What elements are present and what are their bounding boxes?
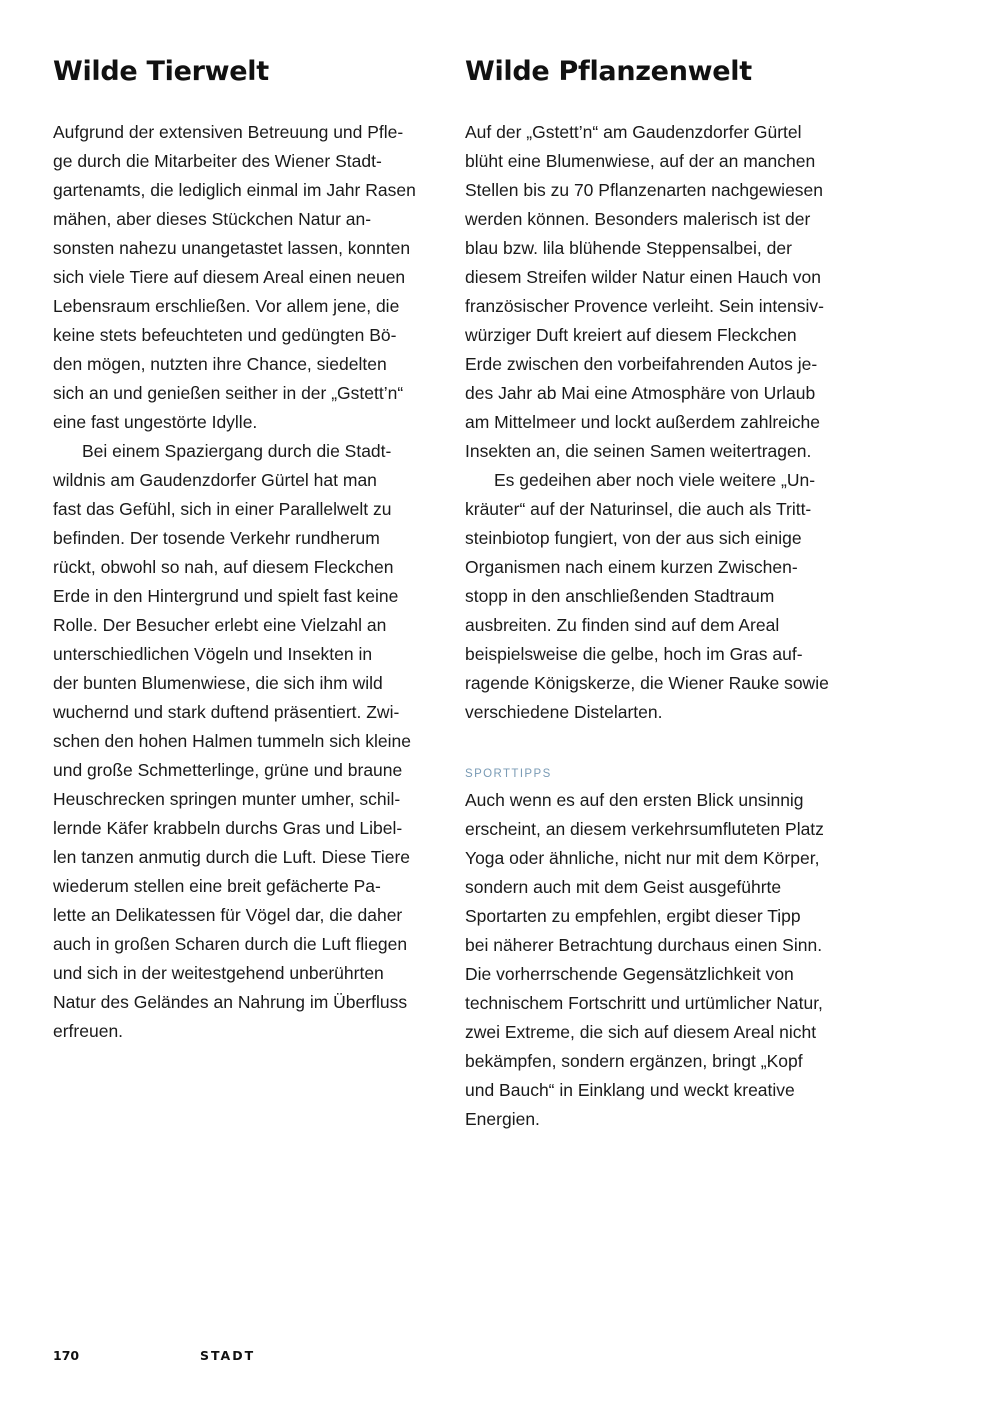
text-line: Die vorherrschende Gegensätzlichkeit von [465,964,794,984]
text-line: Lebensraum erschließen. Vor allem jene, die [53,296,400,316]
section-heading-tierwelt: Wilde Tierwelt [53,56,269,87]
article-body-pflanzenwelt [465,118,857,727]
text-line: mähen, aber dieses Stückchen Natur an- [53,209,372,229]
text-line: unterschiedlichen Vögeln und Insekten in [53,644,373,664]
text-line: blau bzw. lila blühende Steppensalbei, der [465,238,792,258]
text-line: französischer Provence verleiht. Sein intensiv- [465,296,824,316]
text-line: sonsten nahezu unangetastet lassen, konnten [53,238,411,258]
text-line: ragende Königskerze, die Wiener Rauke sowie [465,673,829,693]
text-line: lernde Käfer krabbeln durchs Gras und Libel- [53,818,403,838]
text-line: diesem Streifen wilder Natur einen Hauch von [465,267,822,287]
text-line: würziger Duft kreiert auf diesem Fleckchen [465,325,797,345]
text-line: Auch wenn es auf den ersten Blick unsinnig [465,790,804,810]
text-line: Organismen nach einem kurzen Zwischen- [465,557,798,577]
text-line: und sich in der weitestgehend unberührten [53,963,384,983]
text-line: befinden. Der tosende Verkehr rundherum [53,528,380,548]
text-line: zwei Extreme, die sich auf diesem Areal nicht [465,1022,817,1042]
text-line: Auf der „Gstett’n“ am Gaudenzdorfer Gürtel [465,122,802,142]
text-line: ausbreiten. Zu finden sind auf dem Areal [465,615,780,635]
text-line: Erde zwischen den vorbeifahrenden Autos je- [465,354,818,374]
text-line: Natur des Geländes an Nahrung im Überfluss [53,992,408,1012]
section-footer-label: STADT [200,1348,256,1363]
text-line: gartenamts, die lediglich einmal im Jahr Rasen [53,180,416,200]
text-line: lette an Delikatessen für Vögel dar, die daher [53,905,403,925]
text-line: Energien. [465,1109,540,1129]
text-line: Insekten an, die seinen Samen weitertragen. [465,441,812,461]
text-line: des Jahr ab Mai eine Atmosphäre von Urlaub [465,383,816,403]
text-line: eine fast ungestörte Idylle. [53,412,258,432]
text-line: erscheint, an diesem verkehrsumfluteten Platz [465,819,824,839]
text-line: und große Schmetterlinge, grüne und braune [53,760,403,780]
text-line: sondern auch mit dem Geist ausgeführte [465,877,782,897]
text-line: bei näherer Betrachtung durchaus einen Sinn. [465,935,823,955]
paragraph-start-line: Es gedeihen aber noch viele weitere „Un- [494,470,816,490]
text-line: wiederum stellen eine breit gefächerte Pa- [53,876,381,896]
paragraph-start-line: Bei einem Spaziergang durch die Stadt- [82,441,392,461]
text-line: Rolle. Der Besucher erlebt eine Vielzahl an [53,615,387,635]
text-line: werden können. Besonders malerisch ist der [465,209,811,229]
text-line: auch in großen Scharen durch die Luft fliegen [53,934,408,954]
text-line: am Mittelmeer und lockt außerdem zahlreiche [465,412,821,432]
text-line: kräuter“ auf der Naturinsel, die auch als Tritt- [465,499,812,519]
text-line: blüht eine Blumenwiese, auf der an manchen [465,151,816,171]
section-heading-pflanzenwelt: Wilde Pflanzenwelt [465,56,752,87]
page-number: 170 [53,1348,80,1363]
text-line: len tanzen anmutig durch die Luft. Diese Tiere [53,847,411,867]
text-line: Erde in den Hintergrund und spielt fast keine [53,586,399,606]
text-line: Stellen bis zu 70 Pflanzenarten nachgewiesen [465,180,824,200]
sport-tips-label: SPORTTIPPS [465,768,552,780]
text-line: den mögen, nutzten ihre Chance, siedelten [53,354,387,374]
text-line: stopp in den anschließenden Stadtraum [465,586,775,606]
text-line: ge durch die Mitarbeiter des Wiener Stadt- [53,151,382,171]
text-line: wildnis am Gaudenzdorfer Gürtel hat man [53,470,377,490]
article-body-tierwelt [53,118,445,1046]
text-line: Sportarten zu empfehlen, ergibt dieser Tipp [465,906,801,926]
text-line: Yoga oder ähnliche, nicht nur mit dem Körper, [465,848,820,868]
text-line: verschiedene Distelarten. [465,702,663,722]
text-line: sich viele Tiere auf diesem Areal einen neuen [53,267,406,287]
text-line: und Bauch“ in Einklang und weckt kreative [465,1080,795,1100]
text-line: Aufgrund der extensiven Betreuung und Pfle- [53,122,404,142]
text-line: beispielsweise die gelbe, hoch im Gras auf- [465,644,803,664]
text-line: wuchernd und stark duftend präsentiert. Zwi- [53,702,400,722]
text-line: der bunten Blumenwiese, die sich ihm wild [53,673,383,693]
text-line: schen den hohen Halmen tummeln sich kleine [53,731,411,751]
text-line: rückt, obwohl so nah, auf diesem Fleckchen [53,557,394,577]
text-line: bekämpfen, sondern ergänzen, bringt „Kopf [465,1051,803,1071]
text-line: steinbiotop fungiert, von der aus sich einige [465,528,802,548]
text-line: fast das Gefühl, sich in einer Parallelwelt zu [53,499,392,519]
sport-tips-body [465,786,857,1134]
text-line: sich an und genießen seither in der „Gstett’n“ [53,383,404,403]
text-line: Heuschrecken springen munter umher, schil- [53,789,401,809]
text-line: erfreuen. [53,1021,124,1041]
text-line: keine stets befeuchteten und gedüngten Bö- [53,325,397,345]
text-line: technischem Fortschritt und urtümlicher Natur, [465,993,823,1013]
